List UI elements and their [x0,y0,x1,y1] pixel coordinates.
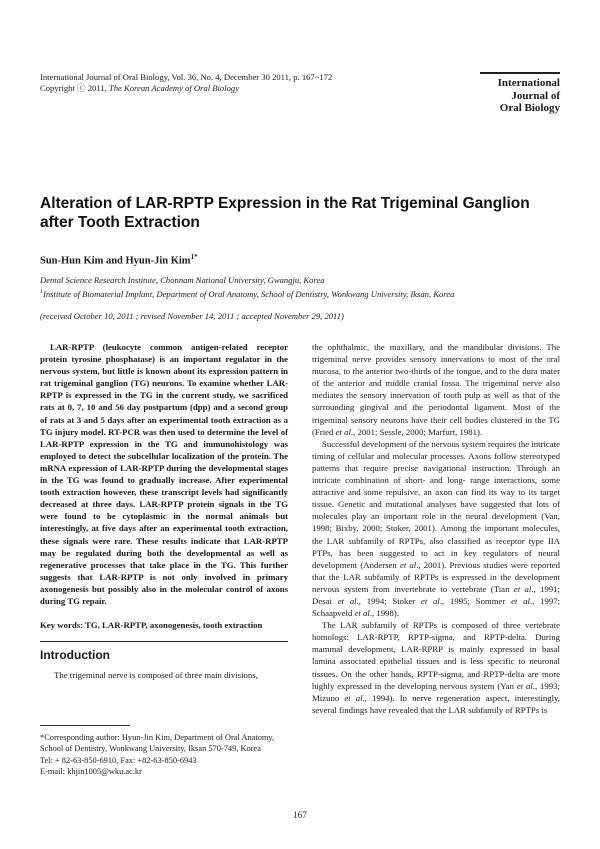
journal-citation-header [40,72,400,94]
page-number: 167 [293,810,307,820]
intro-paragraph-start: The trigeminal nerve is composed of three main divisions, [54,670,258,681]
section-heading-introduction: Introduction [40,648,110,663]
author-list: Sun-Hun Kim and Hyun-Jin Kim$^{1*}$ [40,253,198,267]
corresponding-author: *Corresponding author: Hyun-Jin Kim, Department of Oral Anatomy, School of Dentistry, Wonkwang University, Iksan 570-749, Korea [40,733,275,754]
right-column [312,341,560,716]
contact-email: E-mail: khjin1005@wku.ac.kr [40,766,142,776]
left-column [40,341,288,681]
journal-name-box: International Journal of Oral Biology [480,72,560,115]
keywords: Key words: TG, LAR-RPTP, axonogenesis, tooth extraction [40,620,263,631]
citation-line: International Journal of Oral Biology, Vol. 36, No. 4, December 30 2011, p. 167~172 [40,72,333,82]
footnote-divider [40,725,130,726]
section-divider [40,641,288,642]
affiliations [40,274,560,300]
body-paragraph-1: the ophthalmic, the maxillary, and the mandibular divisions. The trigeminal nerve provides sensory innervations to most of the oral mucosa, to the anterior two-thirds of the tongue, and to the dura mater of the anterior and middle cranial fossa. The trigeminal nerve also mediates the sensory innervation of tooth pulp as well as that of the surrounding gingival and the periodontal ligament. Most of the trigeminal sensory neurons have their cell bodies clustered in the TG (Fried et al., 2001; Sessle, 2000; Marfurt, 1981). [312,342,560,437]
body-paragraph-3: The LAR subfamily of RPTPs is composed of three vertebrate homologs: LAR-RPTP, RPTP-sigma, and RPTP-delta. During mammal development, LAR-RPRP is mainly expressed in basal lamina associated epithelial tissues and is less specific to neuronal tissues. On the other hands, RPTP-sigma, and RPTP-delta are more highly expressed in the developing nervous system (Yan et al., 1993; Mizuno et al., 1994). In nerve regeneration aspect, interestingly, several findings have revealed that the LAR subfamily of RPTPs is [312,620,560,715]
body-paragraph-2: Successful development of the nervous system requires the intricate timing of cellular and molecular processes. Axons follow stereotyped patterns that require precise navigational instruction. Through an intricate combination of short- and long- range interactions, some attractive and some repulsive, an axon can find its way to its target tissue. Genetic and mutational analyses have suggested that lots of molecules play an important role in the neural development (Van, 1998; Bixby, 2000; Stoker, 2001). Among the important molecules, the LAR subfamily of RPTPs, also classified as receptor type IIA PTPs, has been suggested to act in key regulators of neural development (Andersen et al., 2001). Previous studies were reported that the LAR subfamily of RPTPs is expressed in the development nervous system from invertebrate to vertebrate (Tian et al., 1991; Desai et al., 1994; Stoker et al., 1995; Sommer et al., 1997; Schaapveld et al., 1998). [312,438,561,619]
affiliation-2: $^1$Institute of Biomaterial Implant, Department of Oral Anatomy, School of Dentistry, Wonkwang University, Iksan, Korea [40,288,455,299]
corresponding-author-footnote [40,725,290,777]
article-title: Alteration of LAR-RPTP Expression in the Rat Trigeminal Ganglion after Tooth Extraction [40,195,530,231]
affiliation-1: Dental Science Research Institute, Chonnam National University, Gwangju, Korea [40,275,325,285]
copyright-line: Copyright ⓒ 2011, The Korean Academy of Oral Biology [40,83,240,93]
contact-phone-fax: Tel: + 82-63-850-6910, Fax: +82-63-850-6943 [40,755,197,765]
received-dates: (received October 10, 2011 ; revised November 14, 2011 ; accepted November 29, 2011) [40,311,344,321]
abstract: LAR-RPTP (leukocyte common antigen-related receptor protein tyrosine phosphatase) is an important regulator in the nervous system, but little is known about its expression pattern in rat trigeminal ganglion (TG) neurons. To examine whether LAR-RPTP is expressed in the TG in the current study, we sacrificed rats at 0, 7, 10 and 56 day postpartum (dpp) and a second group of rats at 3 and 5 days after an experimental tooth extraction as a TG injury model. RT-PCR was then used to determine the level of LAR-RPTP expression in the TG and immunohistology was employed to detect the subcellular localization of the protein. The mRNA expression of LAR-RPTP during the developmental stages in the TG was found to gradually increase. After experimental tooth extraction however, these transcript levels had significantly decreased at three days. LAR-RPTP protein signals in the TG were found to be cytoplasmic in the normal animals but interestingly, at five days after an experimental tooth extraction, these signals were rare. These results indicate that LAR-RPTP may be regulated during both the developmental as well as regenerative processes that take place in the TG. This further suggests that LAR-RPTP is not only involved in primary axonogenesis but possibly also in the molecular control of axons during TG repair. [40,342,288,606]
